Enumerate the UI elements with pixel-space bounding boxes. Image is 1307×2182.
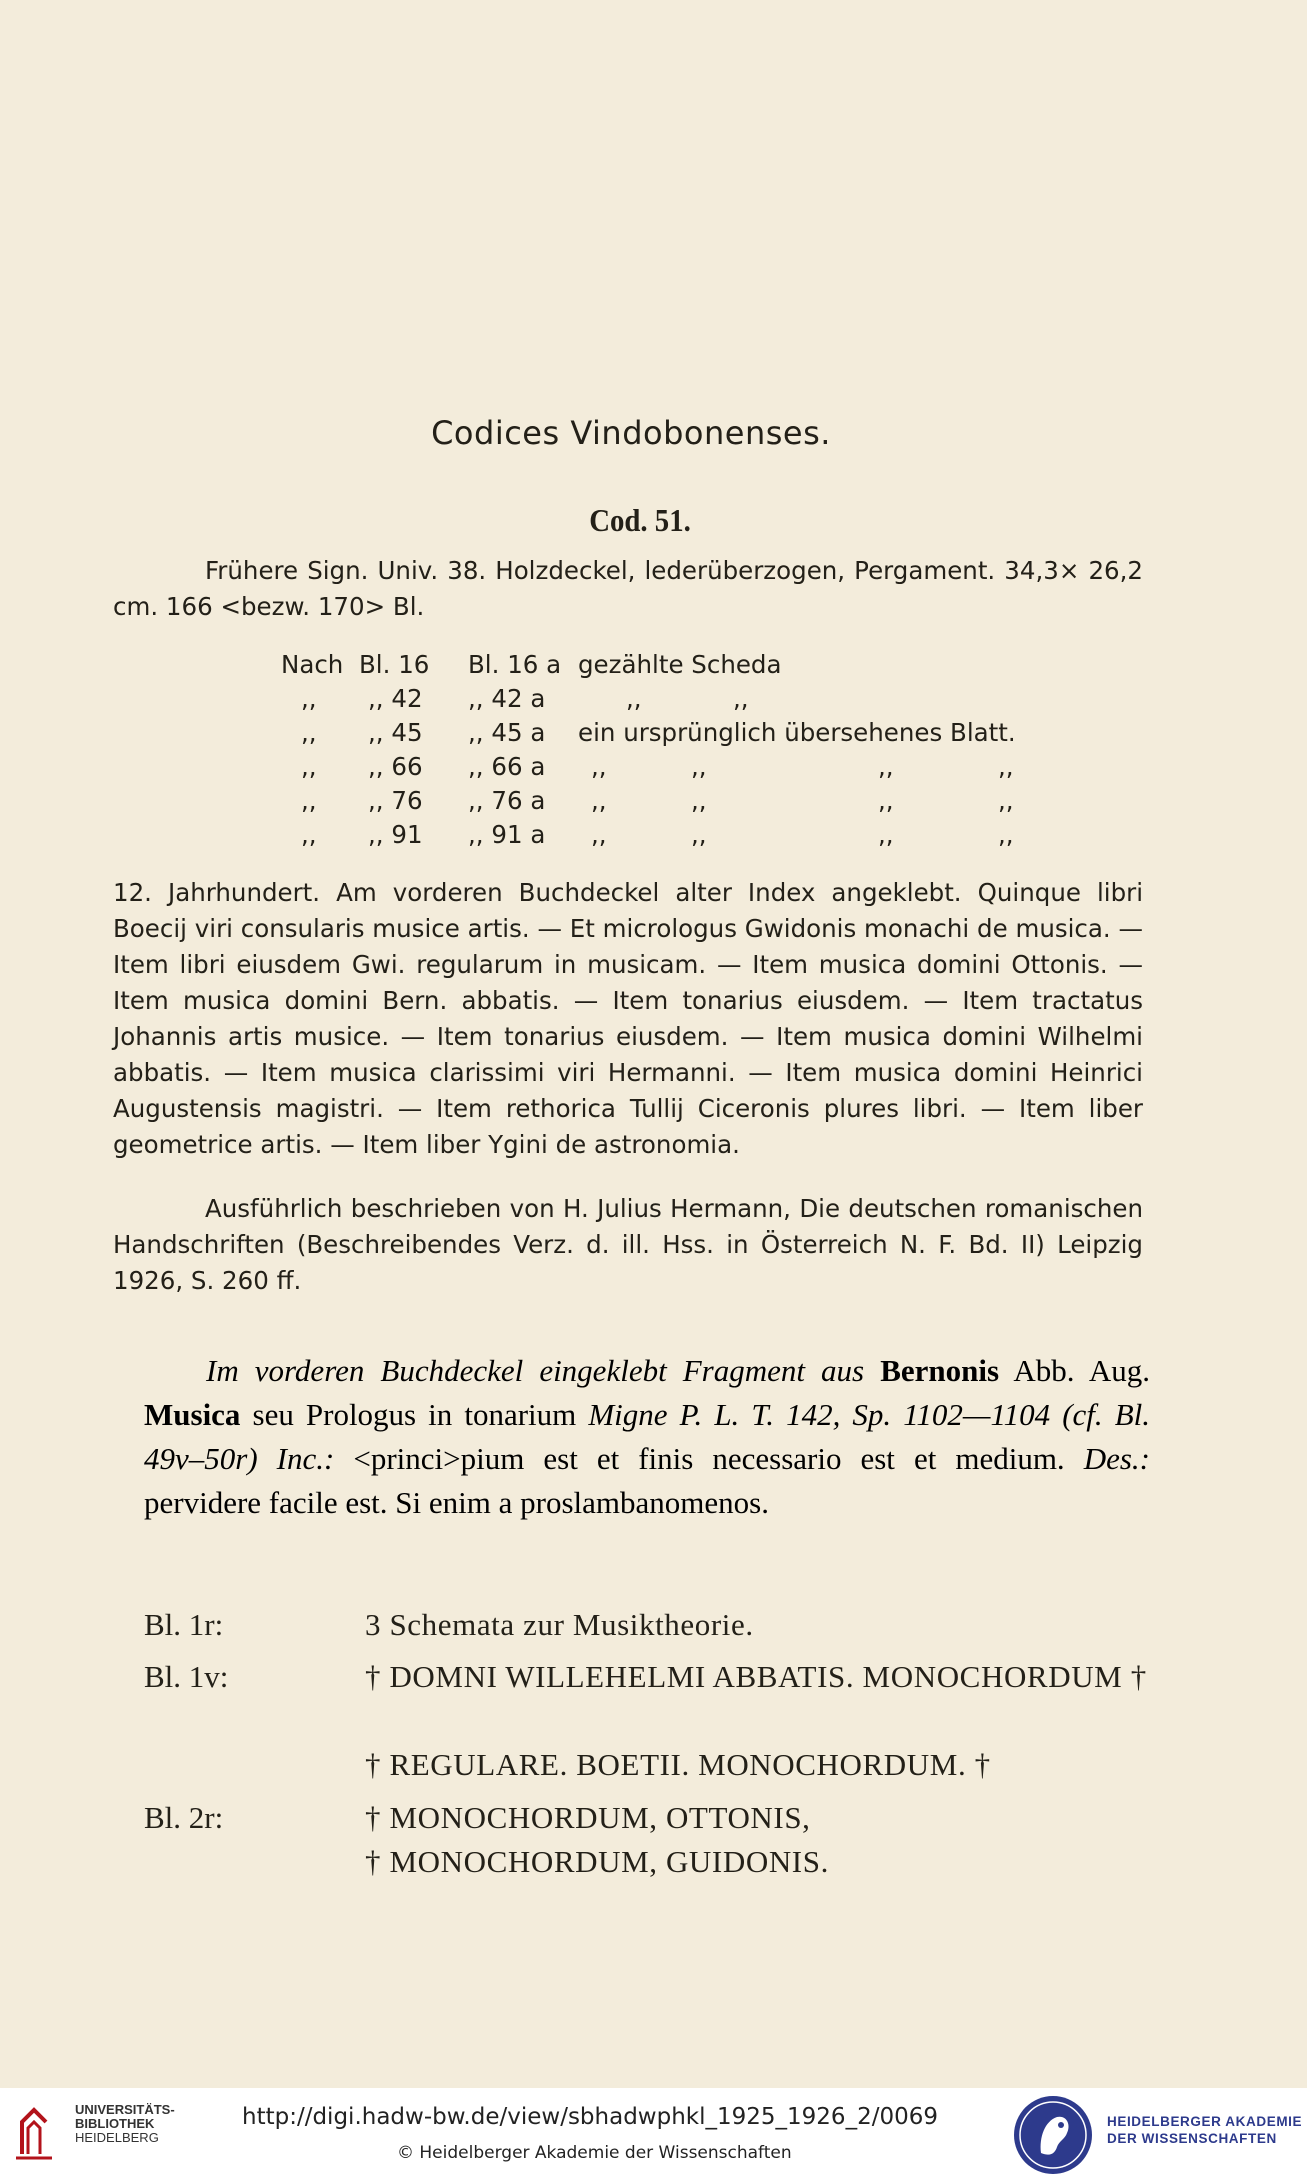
scheda-cell: ,, — [691, 786, 707, 815]
scheda-cell: ,, — [591, 752, 607, 781]
reference-paragraph: Ausführlich beschrieben von H. Julius Hermann, Die deutschen romanischen Handschriften (Beschreibendes Verz. d. ill. Hss. in Österreich N. F. Bd. II) Leipzig 1926, S. 260 ff. — [113, 1194, 1143, 1295]
scheda-cell: ,, — [301, 820, 317, 849]
page-title: Codices Vindobonenses. — [431, 414, 831, 452]
copyright-notice: © Heidelberger Akademie der Wissenschaften — [397, 2143, 792, 2163]
scheda-cell: Bl. 16 a — [468, 650, 562, 679]
description-paragraph: Frühere Sign. Univ. 38. Holzdeckel, lederüberzogen, Pergament. 34,3× 26,2 cm. 166 <bezw. 170> Bl. — [113, 556, 1143, 621]
scheda-cell: ,, — [878, 786, 894, 815]
scheda-cell: ,, — [733, 684, 749, 713]
folio-text: † REGULARE. BOETII. MONOCHORDUM. † — [365, 1747, 991, 1782]
work-subtitle: seu Prologus in tonarium — [252, 1397, 577, 1432]
university-library-logo-icon — [14, 2102, 54, 2160]
folio-label: Bl. 1r: — [144, 1607, 224, 1642]
scheda-cell: Bl. 16 — [359, 650, 430, 679]
academy-seal-icon — [1011, 2093, 1095, 2177]
codex-heading: Cod. 51. — [589, 502, 691, 538]
scheda-cell: ,, 91 a — [468, 820, 546, 849]
scheda-cell: ,, 45 a — [468, 718, 546, 747]
scheda-cell: ,, — [591, 820, 607, 849]
scheda-cell: ,, — [998, 786, 1014, 815]
folio-text: † MONOCHORDUM, GUIDONIS. — [365, 1844, 829, 1879]
scheda-cell: ,, 66 — [368, 752, 423, 781]
scheda-cell: ein ursprünglich übersehenes Blatt. — [578, 718, 1016, 747]
academy-name-line: DER WISSENSCHAFTEN — [1107, 2131, 1277, 2146]
scheda-cell: ,, — [301, 786, 317, 815]
scheda-cell: ,, — [301, 718, 317, 747]
folio-label: Bl. 2r: — [144, 1800, 224, 1835]
scheda-cell: ,, — [301, 752, 317, 781]
academy-name — [1107, 2113, 1302, 2147]
library-name-line: UNIVERSITÄTS- — [75, 2102, 175, 2117]
incipit-text: <princi>pium est et finis necessario est et medium. — [353, 1441, 1065, 1476]
scheda-cell: ,, 91 — [368, 820, 423, 849]
scheda-cell: Nach — [281, 650, 344, 679]
library-name-line: BIBLIOTHEK — [75, 2116, 155, 2131]
scheda-cell: ,, 42 — [368, 684, 423, 713]
scheda-cell: ,, — [878, 752, 894, 781]
library-name-line: HEIDELBERG — [75, 2130, 159, 2145]
scheda-cell: ,, 76 a — [468, 786, 546, 815]
folio-text: † MONOCHORDUM, OTTONIS, — [365, 1800, 811, 1835]
scheda-cell: ,, — [626, 684, 642, 713]
scheda-cell: ,, — [998, 820, 1014, 849]
scheda-cell: ,, — [591, 786, 607, 815]
folio-text: 3 Schemata zur Musiktheorie. — [365, 1607, 754, 1642]
scheda-cell: ,, — [301, 684, 317, 713]
scheda-cell: ,, — [998, 752, 1014, 781]
folio-text: † DOMNI WILLEHELMI ABBATIS. MONOCHORDUM † — [365, 1659, 1147, 1694]
fragment-paragraph — [144, 1349, 1150, 1525]
permalink-url[interactable]: http://digi.hadw-bw.de/view/sbhadwphkl_1925_1926_2/0069 — [242, 2104, 938, 2130]
scheda-cell: ,, 76 — [368, 786, 423, 815]
work-title: Musica — [144, 1397, 241, 1432]
scheda-cell: ,, 45 — [368, 718, 423, 747]
folio-label: Bl. 1v: — [144, 1659, 229, 1694]
scheda-cell: ,, — [691, 752, 707, 781]
scheda-cell: ,, — [691, 820, 707, 849]
index-paragraph: 12. Jahrhundert. Am vorderen Buchdeckel alter Index angeklebt. Quinque libri Boecij viri consularis musice artis. — Et micrologus Gwidonis monachi de musica. — Item libri eiusdem Gwi. regularum in musicam. — Item musica domini Ottonis. — Item musica domini Bern. abbatis. — Item tonarius eiusdem. — Item tractatus Johannis artis musice. — Item tonarius eiusdem. — Item musica domini Wilhelmi abbatis. — Item musica clarissimi viri Hermanni. — Item musica domini Heinrici Augustensis magistri. — Item rethorica Tullij Ciceronis plures libri. — Item liber geometrice artis. — Item liber Ygini de astronomia. — [113, 878, 1143, 1159]
university-library-name — [75, 2103, 175, 2145]
citation: Migne P. L. T. 142, Sp. 1102—1104 (cf. Bl. 49v–50r) Inc.: — [144, 1397, 1151, 1476]
academy-name-line: HEIDELBERGER AKADEMIE — [1107, 2114, 1303, 2129]
fragment-intro: Im vorderen Buchdeckel eingeklebt Fragment aus — [206, 1353, 865, 1388]
scheda-cell: ,, — [878, 820, 894, 849]
scheda-cell: ,, 66 a — [468, 752, 546, 781]
scheda-cell: ,, 42 a — [468, 684, 546, 713]
author-name: Bernonis — [880, 1353, 1000, 1388]
scheda-cell: gezählte Scheda — [578, 650, 782, 679]
author-abbr: Abb. Aug. — [1013, 1353, 1151, 1388]
desinit-text: pervidere facile est. Si enim a proslambanomenos. — [144, 1485, 769, 1520]
desinit-label: Des.: — [1083, 1441, 1151, 1476]
